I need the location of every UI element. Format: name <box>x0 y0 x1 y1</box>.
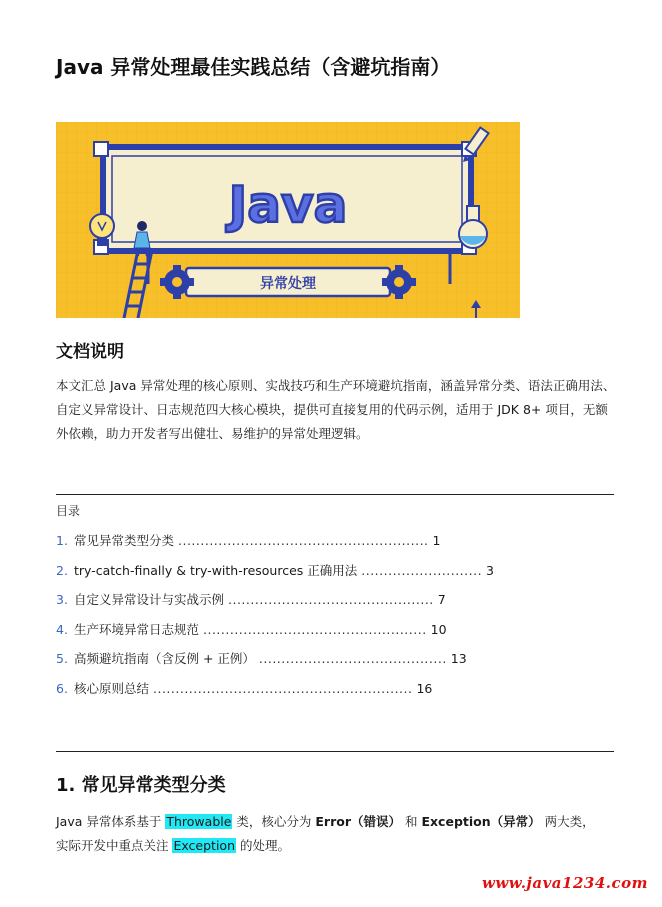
toc-item-label: 核心原则总结 <box>74 680 150 696</box>
toc-item-page: 3 <box>486 562 494 578</box>
divider <box>56 494 614 495</box>
toc-item[interactable] <box>56 528 616 558</box>
bold-term: Error（错误） <box>315 814 401 829</box>
doc-description-text: 本文汇总 Java 异常处理的核心原则、实战技巧和生产环境避坑指南，涵盖异常分类、语法正确用法、自定义异常设计、日志规范四大核心模块，提供可直接复用的代码示例，适用于 JDK 8+ 项目，无额外依赖，助力开发者写出健壮、易维护的异常处理逻辑。 <box>56 378 616 441</box>
doc-description-heading: 文档说明 <box>56 342 124 362</box>
toc-item-label: 生产环境异常日志规范 <box>74 621 200 637</box>
toc-item-label: 自定义异常设计与实战示例 <box>74 592 225 608</box>
paragraph-text: 类，核心分为 <box>232 814 316 829</box>
code-highlight: Exception <box>173 838 236 853</box>
toc-item-leader: ........................................................ <box>178 533 429 548</box>
table-of-contents <box>56 528 616 706</box>
toc-item-page: 7 <box>437 592 446 608</box>
toc-item-number: 6. <box>56 680 68 696</box>
toc-item-number: 2. <box>56 562 68 578</box>
toc-item-page: 10 <box>430 621 447 637</box>
toc-item-number: 1. <box>56 533 68 548</box>
bold-term: Exception（异常） <box>421 814 541 829</box>
page-title: Java 异常处理最佳实践总结（含避坑指南） <box>56 55 451 79</box>
toc-item-number: 3. <box>56 592 68 608</box>
section-heading: 1. 常见异常类型分类 <box>56 775 226 796</box>
banner-word: Java <box>228 176 348 234</box>
toc-item-leader: .................................................. <box>203 621 427 637</box>
toc-item-leader: .......................................................... <box>153 680 413 696</box>
toc-item-leader: .......................................... <box>258 651 447 667</box>
code-highlight: Throwable <box>166 814 232 829</box>
watermark: www.java1234.com <box>481 874 648 892</box>
toc-item-leader: ........................... <box>361 562 483 578</box>
banner-illustration <box>56 122 520 318</box>
toc-item-page: 13 <box>450 651 467 667</box>
toc-item-label: 高频避坑指南（含反例 + 正例） <box>74 651 255 667</box>
toc-item[interactable] <box>56 676 616 706</box>
paragraph-text: 两大类，实际开发中重点关注 <box>56 814 595 853</box>
banner-tag: 异常处理 <box>260 276 316 292</box>
toc-item-number: 4. <box>56 621 68 637</box>
divider <box>56 751 614 752</box>
banner-image <box>56 122 520 318</box>
toc-heading: 目录 <box>56 504 81 518</box>
toc-item-number: 5. <box>56 651 68 667</box>
toc-item-leader: .............................................. <box>228 592 434 608</box>
paragraph-text: 的处理。 <box>236 838 290 853</box>
paragraph-text: 和 <box>401 814 422 829</box>
toc-item[interactable] <box>56 587 616 617</box>
section-paragraph <box>56 810 596 858</box>
toc-item[interactable] <box>56 558 616 588</box>
toc-item-page: 16 <box>416 680 433 696</box>
toc-item-label: try-catch-finally & try-with-resources 正确用法 <box>74 562 358 578</box>
paragraph-text: Java 异常体系基于 <box>56 814 166 829</box>
toc-item-page: 1 <box>432 533 441 548</box>
toc-item[interactable] <box>56 617 616 647</box>
toc-item[interactable] <box>56 646 616 676</box>
toc-item-label: 常见异常类型分类 <box>74 533 175 548</box>
